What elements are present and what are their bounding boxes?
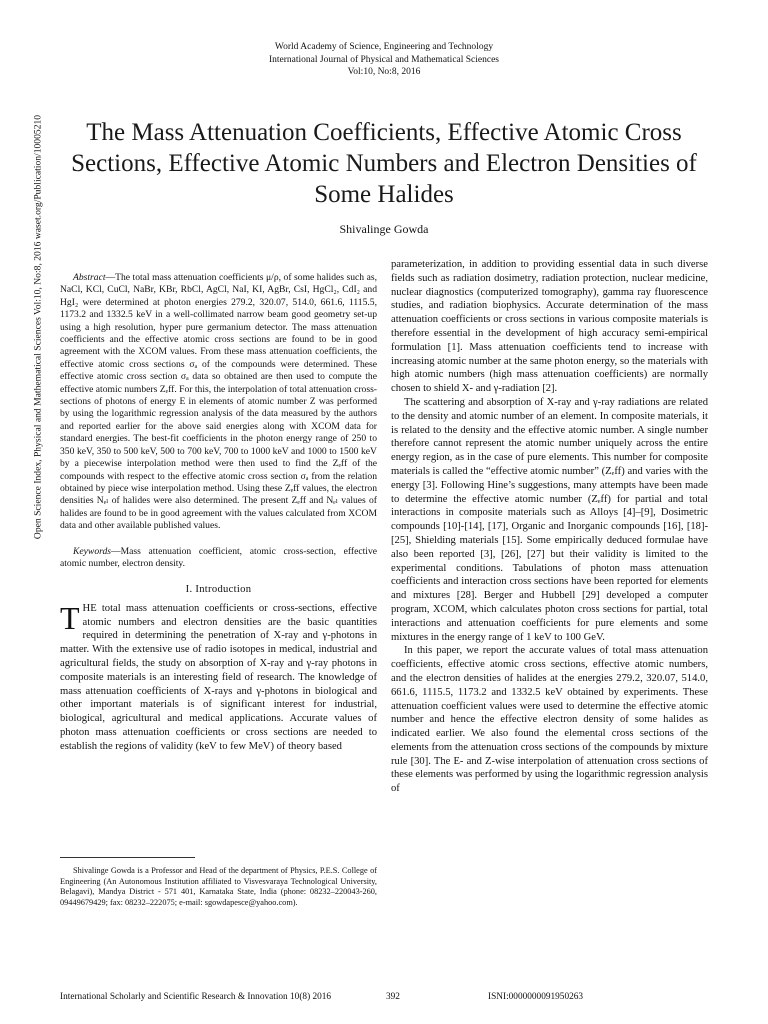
- author-footnote: Shivalinge Gowda is a Professor and Head of the department of Physics, P.E.S. College of Engineering (An Autonomous Institution affiliated to Visvesvaraya Technological University, Belagavi), Mandya District - 571 401, Karnataka State, India (phone: 08232–220043-260, 09449679429; fax: 08232–222075; e-mail: sgowdapesce@yahoo.com).: [60, 866, 377, 908]
- header-line-volume: Vol:10, No:8, 2016: [347, 67, 421, 77]
- introduction-text: HE total mass attenuation coefficients or cross-sections, effective atomic numbers and electron densities are the basic quantities required in determining the penetration of X-ray and γ-photons in matter. With the extensive use of radio isotopes in medical, industrial and agricultural fields, the study on absorption of X-ray and γ-ray photons in composite materials is an interesting field of research. The knowledge of mass attenuation coefficients of X-rays and γ-photons in biological and other important materials is of significant interest for industrial, biological, agricultural and medical applications. Accurate values of photon mass attenuation coefficients or cross sections are needed to establish the regions of validity (keV to few MeV) of theory based: [60, 602, 377, 752]
- introduction-paragraph: [60, 599, 377, 754]
- footer-publisher: International Scholarly and Scientific Research & Innovation 10(8) 2016: [60, 992, 332, 1002]
- section-heading-introduction: I. Introduction: [185, 584, 252, 596]
- left-column: [60, 272, 377, 754]
- header-line-academy: World Academy of Science, Engineering and Technology: [274, 42, 494, 52]
- footer-isni: ISNI:0000000091950263: [488, 992, 584, 1002]
- footnote-divider: [60, 857, 195, 858]
- vertical-sidebar-citation: Open Science Index, Physical and Mathematical Sciences Vol:10, No:8, 2016 waset.org/Publication/10005210: [32, 114, 44, 540]
- page-number: 392: [386, 992, 400, 1002]
- paper-title: The Mass Attenuation Coefficients, Effective Atomic Cross Sections, Effective Atomic Numbers and Electron Densities of Some Halides: [71, 119, 697, 208]
- header-line-journal: International Journal of Physical and Mathematical Sciences: [268, 54, 500, 65]
- dropcap-letter: T: [60, 599, 80, 636]
- keywords-label: Keywords: [73, 545, 112, 557]
- journal-header: [0, 41, 768, 79]
- abstract-text: —The total mass attenuation coefficients μ/ρ, of some halides such as, NaCl, KCl, CuCl, NaBr, KBr, RbCl, AgCl, NaI, KI, AgBr, CsI, HgCl₂, CdI₂ and HgI₂ were determined at photon energies 279.2, 320.07, 514.0, 661.6, 1115.5, 1173.2 and 1332.5 keV in a well-collimated narrow beam good geometry set-up using a high resolution, hyper pure germanium detector. The mass attenuation coefficients and the effective atomic cross sections are found to be in good agreement with the XCOM values. From these mass attenuation coefficients, the effective atomic cross sections σₐ of the compounds were determined. These effective atomic cross section σₐ data so obtained are then used to compute the effective atomic numbers Zₑff. For this, the interpolation of total attenuation cross-sections of photons of energy E in elements of atomic number Z was performed by using the logarithmic regression analysis of the data measured by the authors and reported earlier for the above said energies along with XCOM data for standard energies. The best-fit coefficients in the photon energy range of 250 to 350 keV, 350 to 500 keV, 500 to 700 keV, 700 to 1000 keV and 1000 to 1500 keV by a piecewise interpolation method were then used to find the Zₑff of the compounds with respect to the effective atomic cross section σₐ from the relation obtained by piece wise interpolation method. Using these Zₑff values, the electron densities Nₑₗ of halides were also determined. The present Zₑff and Nₑₗ values of halides are found to be in good agreement with the values calculated from XCOM data and other available published values.: [60, 272, 377, 532]
- abstract: [60, 272, 377, 533]
- right-column: [391, 258, 708, 796]
- right-paragraph-1: parameterization, in addition to providing essential data in such diverse fields such as radiation dosimetry, radiation protection, nuclear medicine, nuclear diagnostics (computerized tomography), gamma ray fluorescence studies, and radiation biophysics. Accurate determination of the mass attenuation coefficients or cross sections in various composite materials is therefore essential in the development of high accuracy semi-empirical formulation [1]. Mass attenuation coefficients tend to increase with increasing atomic number at the same photon energy, so the materials with high atomic numbers (high mass attenuation coefficients) are normally chosen to shield X- and γ-radiation [2].: [391, 259, 708, 395]
- author-name: Shivalinge Gowda: [339, 222, 429, 236]
- right-paragraph-3: In this paper, we report the accurate values of total mass attenuation coefficients, effective atomic cross sections, effective atomic numbers, and the electron densities of halides at the energies 279.2, 320.07, 514.0, 661.6, 1115.5, 1173.2 and 1332.5 keV obtained by experiments. These attenuation coefficient values were used to determine the effective atomic number and hence the effective electron density of some halides as indicated earlier. We also found the elemental cross sections of the elements from the attenuation cross sections of the compounds by mixture rule [30]. The E- and Z-wise interpolation of attenuation cross sections of these elements was performed by using the logarithmic regression analysis of: [391, 645, 708, 795]
- abstract-label: Abstract: [73, 272, 106, 283]
- keywords: [60, 546, 377, 571]
- keywords-text: —Mass attenuation coefficient, atomic cross-section, effective atomic number, electron density.: [60, 545, 377, 569]
- right-paragraph-2: The scattering and absorption of X-ray and γ-ray radiations are related to the density and atomic number of an element. In composite materials, it is related to the density and the effective atomic number. A single number therefore cannot represent the atomic number uniquely across the entire energy region, as in the case of pure elements. This number for composite materials is called the “effective atomic number” (Zₑff) and varies with the energy [3]. Following Hine’s suggestions, many attempts have been made to determine the effective atomic number (Zₑff) for partial and total interactions in composite materials such as Alloys [4]–[9], Dosimetric compounds [10]-[14], [17], Organic and Inorganic compounds [16], [18]-[25], Shielding materials [15]. Some empirically deduced formulae have also been reported [3], [26], [27] but their validity is limited to the experimental conditions. Tabulations of photon mass attenuation coefficients and interaction cross sections have been reported for elements and mixtures [28]. Berger and Hubbell [29] developed a computer program, XCOM, which calculates photon cross sections for partial, total interactions and attenuation coefficients for pure elements and some mixtures in the energy range of 1 keV to 100 GeV.: [391, 396, 708, 643]
